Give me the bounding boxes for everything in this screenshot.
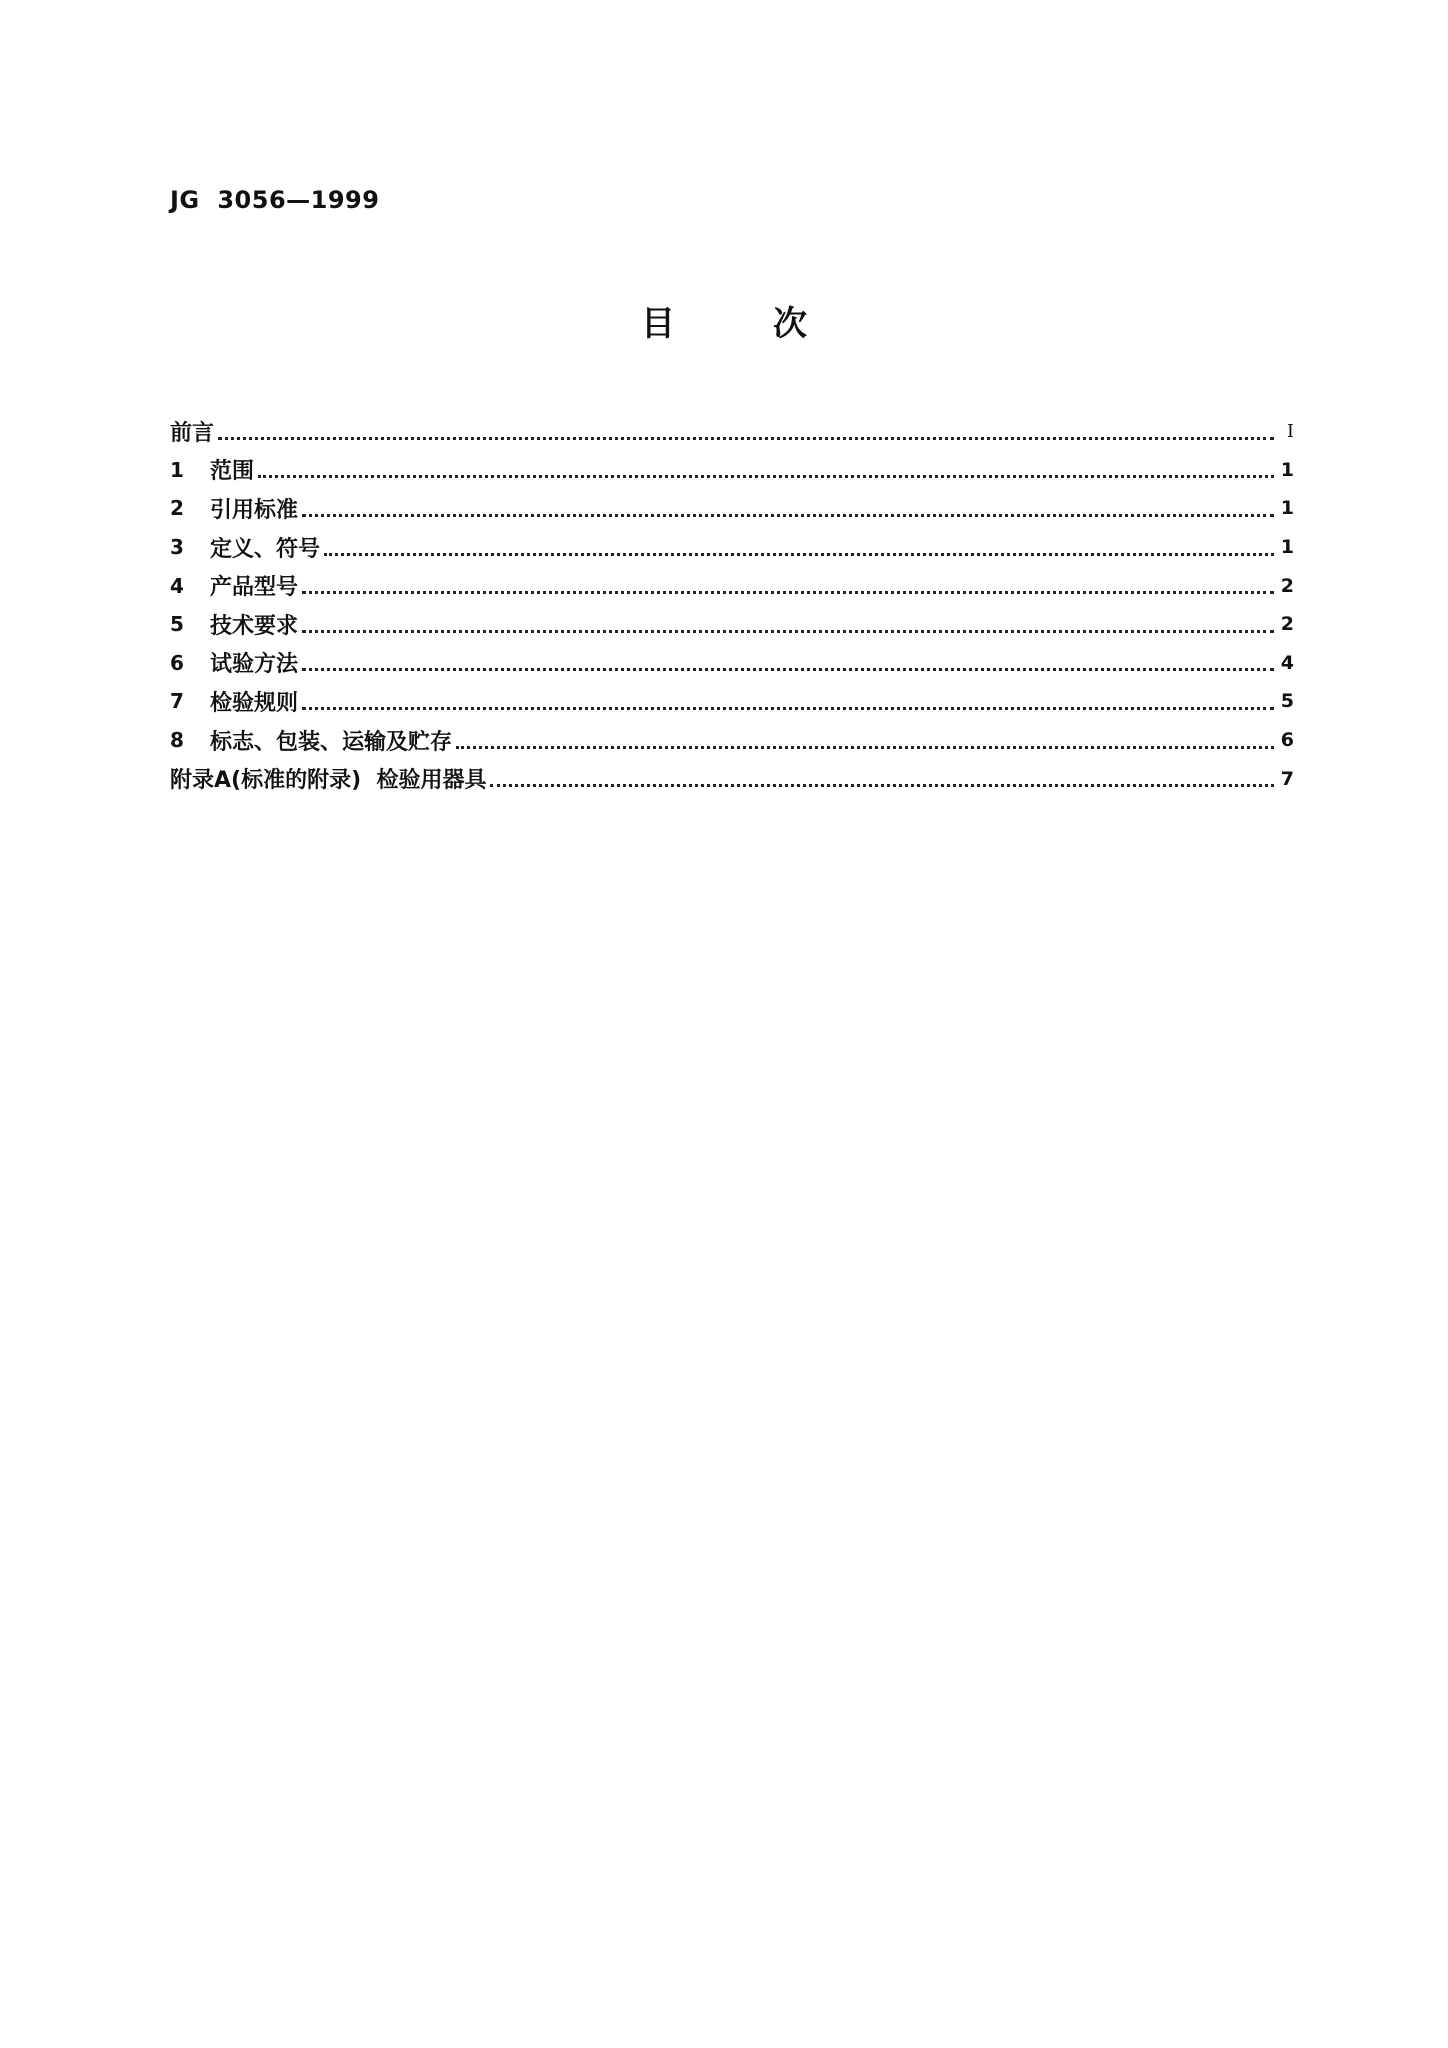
dot-leader — [302, 646, 1274, 671]
toc-entry-number: 6 — [170, 650, 184, 675]
dot-leader — [218, 415, 1274, 440]
toc-entry-inspection-rules[interactable] — [170, 682, 1294, 721]
toc-entry-page: 1 — [1280, 458, 1294, 481]
toc-entry-page: I — [1286, 420, 1294, 442]
toc-entry-number: 3 — [170, 535, 184, 560]
toc-entry-product-model[interactable] — [170, 566, 1294, 605]
toc-entry-page: 1 — [1280, 536, 1294, 559]
toc-entry-label: 试验方法 — [210, 652, 299, 678]
toc-entry-number: 2 — [170, 496, 184, 521]
toc-entry-page: 1 — [1280, 497, 1294, 520]
toc-entry-page: 6 — [1280, 729, 1294, 752]
toc-entry-label: 技术要求 — [210, 613, 299, 639]
dot-leader — [302, 608, 1274, 633]
toc-entry-page: 4 — [1280, 651, 1294, 674]
toc-entry-normative-references[interactable] — [170, 489, 1294, 528]
toc-entry-number: 8 — [170, 728, 184, 753]
toc-entry-label: 定义、符号 — [210, 536, 321, 562]
table-of-contents — [170, 412, 1294, 798]
toc-entry-definitions[interactable] — [170, 528, 1294, 567]
toc-entry-marking-packaging[interactable] — [170, 721, 1294, 760]
toc-entry-label: 引用标准 — [210, 497, 299, 523]
toc-entry-foreword[interactable] — [170, 412, 1294, 451]
toc-entry-page: 2 — [1280, 613, 1294, 636]
toc-entry-test-methods[interactable] — [170, 644, 1294, 683]
dot-leader — [302, 569, 1274, 594]
toc-entry-number: 1 — [170, 457, 184, 482]
toc-entry-technical-requirements[interactable] — [170, 605, 1294, 644]
toc-entry-number: 4 — [170, 573, 184, 598]
dot-leader — [302, 685, 1274, 710]
toc-title: 目次 — [641, 304, 905, 344]
toc-entry-page: 5 — [1280, 690, 1294, 713]
toc-entry-appendix-a[interactable] — [170, 759, 1294, 798]
dot-leader — [258, 453, 1274, 478]
toc-entry-number: 7 — [170, 689, 184, 714]
toc-entry-label: 前言 — [170, 420, 215, 446]
toc-entry-scope[interactable] — [170, 451, 1294, 490]
dot-leader — [490, 762, 1274, 787]
toc-entry-page: 2 — [1280, 574, 1294, 597]
toc-entry-label: 检验规则 — [210, 690, 299, 716]
toc-entry-page: 7 — [1280, 767, 1294, 790]
toc-entry-label: 产品型号 — [210, 575, 299, 601]
dot-leader — [302, 492, 1274, 517]
toc-entry-label: 标志、包装、运输及贮存 — [210, 729, 453, 755]
document-code: JG 3056—1999 — [170, 186, 380, 214]
toc-entry-label: 范围 — [210, 459, 255, 485]
toc-entry-label: 附录A(标准的附录) 检验用器具 — [170, 768, 487, 794]
dot-leader — [456, 724, 1274, 749]
toc-entry-number: 5 — [170, 612, 184, 637]
dot-leader — [324, 531, 1274, 556]
